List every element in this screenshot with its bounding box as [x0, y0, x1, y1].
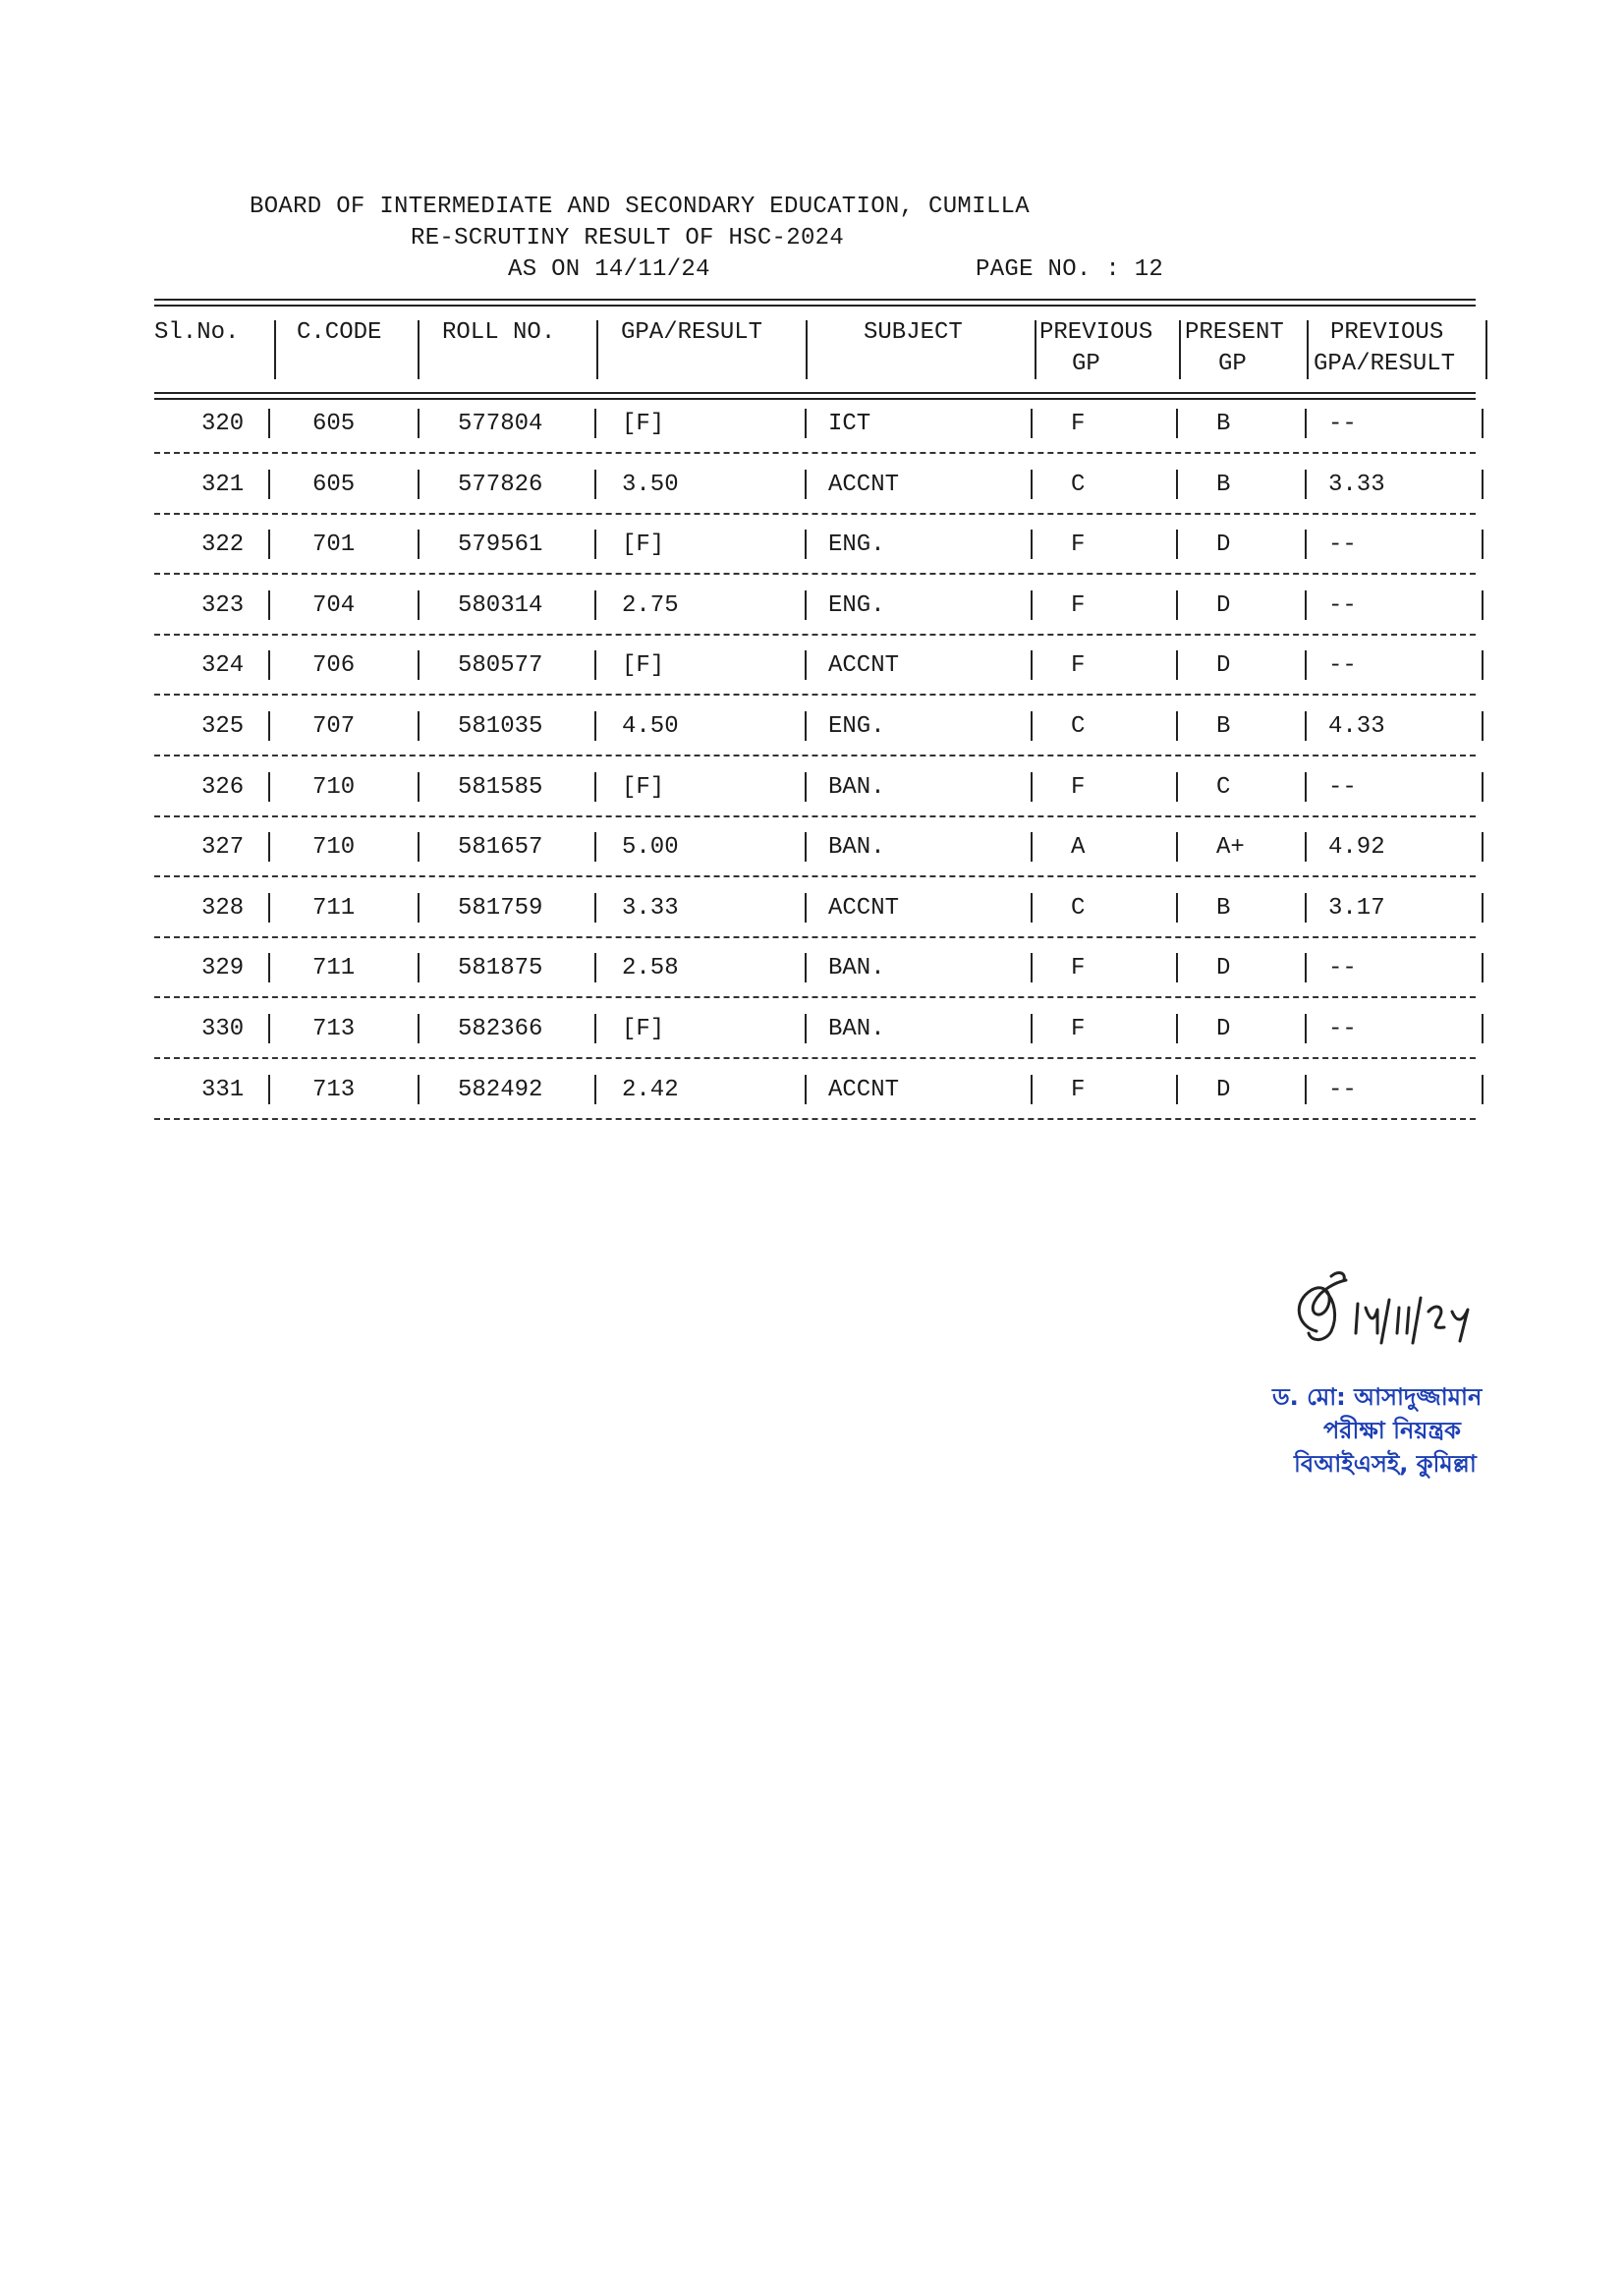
cell-prev-res: 3.17 — [1328, 895, 1385, 922]
column-divider — [1482, 650, 1484, 680]
column-divider — [1305, 893, 1307, 923]
controller-name: ড. মো: আসাদুজ্জামান — [1272, 1383, 1483, 1411]
column-divider — [1031, 590, 1033, 620]
cell-prev-res: -- — [1328, 774, 1357, 801]
cell-ccode: 710 — [312, 774, 356, 801]
cell-pres-gp: D — [1216, 1016, 1231, 1042]
row-separator — [154, 513, 1476, 515]
row-separator — [154, 452, 1476, 454]
cell-roll: 581657 — [458, 834, 543, 861]
cell-subject: ICT — [828, 411, 871, 437]
column-divider — [418, 409, 420, 438]
cell-pres-gp: D — [1216, 955, 1231, 981]
column-divider — [1305, 832, 1307, 862]
cell-prev-gp: C — [1071, 895, 1086, 922]
cell-ccode: 711 — [312, 895, 356, 922]
cell-prev-gp: F — [1071, 592, 1086, 619]
column-divider — [805, 590, 807, 620]
column-divider — [594, 409, 596, 438]
page-number: PAGE NO. : 12 — [976, 256, 1164, 283]
column-divider — [594, 1075, 596, 1104]
cell-roll: 582366 — [458, 1016, 543, 1042]
cell-subject: BAN. — [828, 774, 885, 801]
column-divider — [1031, 1075, 1033, 1104]
cell-subject: ACCNT — [828, 895, 900, 922]
col-header-roll: ROLL NO. — [442, 319, 556, 346]
column-divider — [1305, 772, 1307, 802]
cell-sl: 320 — [201, 411, 245, 437]
column-divider — [418, 953, 420, 982]
cell-sl: 322 — [201, 532, 245, 558]
column-divider — [805, 893, 807, 923]
column-divider — [1176, 711, 1178, 741]
cell-gpa: [F] — [622, 652, 665, 679]
header-divider — [1307, 320, 1309, 379]
column-divider — [1031, 893, 1033, 923]
column-divider — [805, 953, 807, 982]
column-divider — [268, 711, 270, 741]
cell-prev-res: -- — [1328, 1016, 1357, 1042]
column-divider — [1176, 832, 1178, 862]
cell-sl: 330 — [201, 1016, 245, 1042]
cell-prev-res: -- — [1328, 411, 1357, 437]
header-divider — [274, 320, 276, 379]
row-separator — [154, 875, 1476, 877]
col-header-prev-res-sub: GPA/RESULT — [1314, 351, 1456, 377]
row-separator — [154, 694, 1476, 696]
cell-subject: ACCNT — [828, 1077, 900, 1103]
cell-pres-gp: B — [1216, 713, 1231, 740]
cell-pres-gp: D — [1216, 592, 1231, 619]
column-divider — [268, 1075, 270, 1104]
column-divider — [1482, 1075, 1484, 1104]
column-divider — [594, 650, 596, 680]
column-divider — [418, 711, 420, 741]
column-divider — [1176, 590, 1178, 620]
cell-prev-res: -- — [1328, 1077, 1357, 1103]
column-divider — [418, 1075, 420, 1104]
cell-gpa: 2.42 — [622, 1077, 679, 1103]
row-separator — [154, 996, 1476, 998]
column-divider — [1176, 409, 1178, 438]
column-divider — [805, 711, 807, 741]
cell-prev-res: 4.33 — [1328, 713, 1385, 740]
column-divider — [268, 650, 270, 680]
column-divider — [1176, 530, 1178, 559]
column-divider — [268, 832, 270, 862]
column-divider — [1031, 650, 1033, 680]
column-divider — [1482, 893, 1484, 923]
cell-roll: 580314 — [458, 592, 543, 619]
column-divider — [268, 772, 270, 802]
controller-designation: পরীক্ষা নিয়ন্ত্রক — [1323, 1417, 1461, 1444]
cell-gpa: 2.75 — [622, 592, 679, 619]
cell-roll: 582492 — [458, 1077, 543, 1103]
cell-pres-gp: C — [1216, 774, 1231, 801]
column-divider — [1305, 530, 1307, 559]
cell-roll: 580577 — [458, 652, 543, 679]
col-header-ccode: C.CODE — [297, 319, 382, 346]
cell-prev-gp: F — [1071, 411, 1086, 437]
column-divider — [1031, 470, 1033, 499]
cell-sl: 326 — [201, 774, 245, 801]
column-divider — [1305, 953, 1307, 982]
column-divider — [1305, 1014, 1307, 1043]
column-divider — [418, 1014, 420, 1043]
header-top-rule — [154, 299, 1476, 307]
column-divider — [1482, 832, 1484, 862]
column-divider — [268, 1014, 270, 1043]
column-divider — [1305, 1075, 1307, 1104]
column-divider — [1305, 409, 1307, 438]
column-divider — [268, 530, 270, 559]
header-divider — [1035, 320, 1036, 379]
column-divider — [805, 832, 807, 862]
column-divider — [1176, 772, 1178, 802]
header-divider — [418, 320, 420, 379]
column-divider — [1482, 590, 1484, 620]
column-divider — [1031, 530, 1033, 559]
cell-prev-gp: F — [1071, 1016, 1086, 1042]
column-divider — [1176, 1075, 1178, 1104]
cell-prev-res: 3.33 — [1328, 472, 1385, 498]
cell-pres-gp: B — [1216, 472, 1231, 498]
cell-sl: 323 — [201, 592, 245, 619]
column-divider — [1305, 711, 1307, 741]
col-header-prev-gp: PREVIOUS — [1039, 319, 1153, 346]
column-divider — [1176, 1014, 1178, 1043]
controller-office: বিআইএসই, কুমিল্লা — [1294, 1450, 1477, 1478]
cell-prev-gp: F — [1071, 955, 1086, 981]
cell-gpa: 5.00 — [622, 834, 679, 861]
as-on-date: AS ON 14/11/24 — [508, 256, 710, 283]
cell-prev-gp: A — [1071, 834, 1086, 861]
column-divider — [268, 409, 270, 438]
column-divider — [594, 1014, 596, 1043]
cell-gpa: 4.50 — [622, 713, 679, 740]
cell-roll: 581585 — [458, 774, 543, 801]
cell-subject: BAN. — [828, 834, 885, 861]
cell-subject: ENG. — [828, 592, 885, 619]
cell-pres-gp: D — [1216, 1077, 1231, 1103]
board-title: BOARD OF INTERMEDIATE AND SECONDARY EDUCATION, CUMILLA — [250, 194, 1030, 220]
cell-roll: 579561 — [458, 532, 543, 558]
column-divider — [594, 832, 596, 862]
col-header-subject: SUBJECT — [864, 319, 963, 346]
column-divider — [1176, 893, 1178, 923]
column-divider — [1031, 409, 1033, 438]
cell-ccode: 706 — [312, 652, 356, 679]
cell-pres-gp: D — [1216, 532, 1231, 558]
cell-gpa: [F] — [622, 532, 665, 558]
column-divider — [1305, 470, 1307, 499]
row-separator — [154, 815, 1476, 817]
cell-prev-gp: C — [1071, 472, 1086, 498]
column-divider — [594, 772, 596, 802]
cell-sl: 329 — [201, 955, 245, 981]
column-divider — [418, 893, 420, 923]
header-bottom-rule — [154, 392, 1476, 400]
cell-sl: 327 — [201, 834, 245, 861]
cell-ccode: 605 — [312, 411, 356, 437]
col-header-pres-gp: PRESENT — [1185, 319, 1284, 346]
cell-gpa: [F] — [622, 1016, 665, 1042]
column-divider — [805, 530, 807, 559]
column-divider — [1176, 953, 1178, 982]
cell-gpa: 3.50 — [622, 472, 679, 498]
cell-subject: BAN. — [828, 1016, 885, 1042]
cell-sl: 328 — [201, 895, 245, 922]
column-divider — [1305, 650, 1307, 680]
cell-prev-gp: F — [1071, 532, 1086, 558]
column-divider — [805, 470, 807, 499]
cell-prev-res: -- — [1328, 532, 1357, 558]
col-header-prev-res: PREVIOUS — [1330, 319, 1444, 346]
cell-roll: 577826 — [458, 472, 543, 498]
cell-sl: 325 — [201, 713, 245, 740]
column-divider — [594, 470, 596, 499]
cell-prev-res: -- — [1328, 592, 1357, 619]
cell-sl: 331 — [201, 1077, 245, 1103]
column-divider — [268, 953, 270, 982]
col-header-sl: Sl.No. — [154, 319, 240, 346]
column-divider — [594, 953, 596, 982]
column-divider — [1482, 530, 1484, 559]
column-divider — [1482, 1014, 1484, 1043]
cell-prev-gp: F — [1071, 1077, 1086, 1103]
cell-subject: ACCNT — [828, 472, 900, 498]
handwritten-signature — [1287, 1262, 1513, 1371]
cell-gpa: 3.33 — [622, 895, 679, 922]
column-divider — [418, 772, 420, 802]
cell-prev-res: -- — [1328, 652, 1357, 679]
column-divider — [418, 590, 420, 620]
cell-ccode: 707 — [312, 713, 356, 740]
column-divider — [268, 590, 270, 620]
column-divider — [1031, 1014, 1033, 1043]
cell-roll: 581875 — [458, 955, 543, 981]
column-divider — [594, 530, 596, 559]
cell-gpa: [F] — [622, 774, 665, 801]
row-separator — [154, 634, 1476, 636]
row-separator — [154, 755, 1476, 756]
cell-sl: 321 — [201, 472, 245, 498]
header-divider — [1179, 320, 1181, 379]
column-divider — [1482, 953, 1484, 982]
column-divider — [1176, 650, 1178, 680]
cell-sl: 324 — [201, 652, 245, 679]
header-divider — [806, 320, 808, 379]
cell-gpa: [F] — [622, 411, 665, 437]
cell-ccode: 704 — [312, 592, 356, 619]
column-divider — [805, 772, 807, 802]
row-separator — [154, 573, 1476, 575]
cell-ccode: 713 — [312, 1016, 356, 1042]
column-divider — [1305, 590, 1307, 620]
cell-prev-res: -- — [1328, 955, 1357, 981]
col-header-prev-gp-sub: GP — [1072, 351, 1100, 377]
column-divider — [1031, 953, 1033, 982]
column-divider — [418, 832, 420, 862]
cell-gpa: 2.58 — [622, 955, 679, 981]
cell-subject: ENG. — [828, 713, 885, 740]
cell-subject: ACCNT — [828, 652, 900, 679]
column-divider — [594, 711, 596, 741]
column-divider — [594, 590, 596, 620]
column-divider — [805, 1075, 807, 1104]
column-divider — [805, 409, 807, 438]
column-divider — [1031, 832, 1033, 862]
cell-prev-gp: C — [1071, 713, 1086, 740]
col-header-pres-gp-sub: GP — [1218, 351, 1247, 377]
cell-roll: 581035 — [458, 713, 543, 740]
cell-prev-res: 4.92 — [1328, 834, 1385, 861]
cell-ccode: 710 — [312, 834, 356, 861]
result-title: RE-SCRUTINY RESULT OF HSC-2024 — [411, 225, 845, 252]
column-divider — [268, 893, 270, 923]
column-divider — [418, 530, 420, 559]
cell-pres-gp: B — [1216, 895, 1231, 922]
column-divider — [1176, 470, 1178, 499]
row-separator — [154, 936, 1476, 938]
cell-ccode: 701 — [312, 532, 356, 558]
cell-ccode: 605 — [312, 472, 356, 498]
column-divider — [418, 650, 420, 680]
column-divider — [1482, 470, 1484, 499]
header-divider — [1485, 320, 1487, 379]
cell-prev-gp: F — [1071, 774, 1086, 801]
column-divider — [1482, 409, 1484, 438]
cell-subject: BAN. — [828, 955, 885, 981]
column-divider — [1482, 711, 1484, 741]
column-divider — [805, 650, 807, 680]
cell-pres-gp: A+ — [1216, 834, 1245, 861]
cell-roll: 577804 — [458, 411, 543, 437]
col-header-gpa: GPA/RESULT — [621, 319, 763, 346]
cell-pres-gp: B — [1216, 411, 1231, 437]
cell-roll: 581759 — [458, 895, 543, 922]
column-divider — [268, 470, 270, 499]
column-divider — [1031, 711, 1033, 741]
column-divider — [1482, 772, 1484, 802]
column-divider — [594, 893, 596, 923]
cell-prev-gp: F — [1071, 652, 1086, 679]
column-divider — [1031, 772, 1033, 802]
cell-pres-gp: D — [1216, 652, 1231, 679]
row-separator — [154, 1057, 1476, 1059]
column-divider — [418, 470, 420, 499]
row-separator — [154, 1118, 1476, 1120]
cell-ccode: 713 — [312, 1077, 356, 1103]
header-divider — [596, 320, 598, 379]
cell-subject: ENG. — [828, 532, 885, 558]
column-divider — [805, 1014, 807, 1043]
cell-ccode: 711 — [312, 955, 356, 981]
